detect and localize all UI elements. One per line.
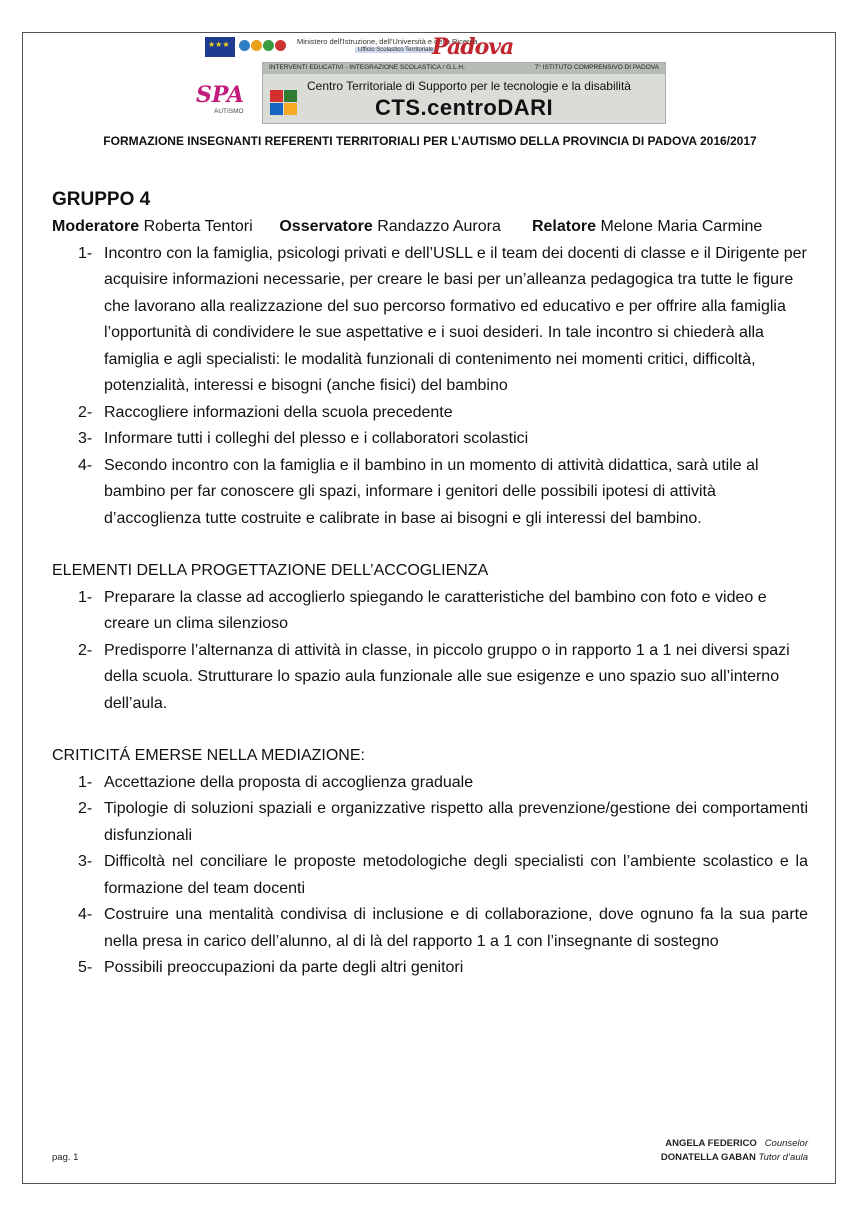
banner-line1: Centro Territoriale di Supporto per le tecnologie e la disabilità <box>307 79 631 93</box>
list-text: Incontro con la famiglia, psicologi privati e dell’USLL e il team dei docenti di classe e il Dirigente per acquisire informazioni necessarie, per creare le basi per un’alleanza pedagogica tra tutte le figure che lavorano alla realizzazione del suo percorso formativo ed educativo e per offrire alla famiglia l’opportunità di condividere le sue aspettative e i suoi desideri. In tale incontro si chiederà alla famiglia e agli specialisti: le modalità funzionali di contenimento nei momenti critici, difficoltà, potenzialità, interessi e bisogni (anche fisici) del bambino <box>104 244 807 394</box>
list-text: Costruire una mentalità condivisa di inclusione e di collaborazione, dove ognuno fa la sua parte nella presa in carico dell’alunno, al di là del rapporto 1 a 1 con l’insegnante di sostegno <box>104 906 808 950</box>
roles-line <box>52 214 808 241</box>
list-item <box>52 400 808 427</box>
eu-flag-icon <box>205 37 235 57</box>
section2-list <box>52 585 808 718</box>
list-item <box>52 955 808 982</box>
list-text: Difficoltà nel conciliare le proposte metodologiche degli specialisti con l’ambiente scolastico e la formazione del team docenti <box>104 853 808 897</box>
moderator-name: Roberta Tentori <box>143 218 253 235</box>
section3-list <box>52 770 808 982</box>
list-text: Possibili preoccupazioni da parte degli altri genitori <box>104 959 464 976</box>
main-content <box>52 186 808 982</box>
page-number: pag. 1 <box>52 1152 79 1163</box>
list-item <box>52 426 808 453</box>
banner-top-right: 7° ISTITUTO COMPRENSIVO DI PADOVA <box>534 64 659 71</box>
list-number: 2- <box>78 800 93 817</box>
spa-logo-sub: AUTISMO <box>214 108 244 115</box>
list-text: Informare tutti i colleghi del plesso e i collaboratori scolastici <box>104 430 529 447</box>
list-text: Predisporre l’alternanza di attività in classe, in piccolo gruppo o in rapporto 1 a 1 nei diversi spazi della scuola. Strutturare lo spazio aula funzionale alle sue esigenze e uno spazio suo all’interno dell’aula. <box>104 641 790 712</box>
list-number: 4- <box>78 906 93 923</box>
list-number: 1- <box>78 588 93 606</box>
list-number: 4- <box>78 456 93 474</box>
cts-banner <box>262 62 666 124</box>
document-title: FORMAZIONE INSEGNANTI REFERENTI TERRITORIALI PER L’AUTISMO DELLA PROVINCIA DI PADOVA 2016/2017 <box>103 134 757 148</box>
person1-name: ANGELA FEDERICO <box>665 1138 757 1149</box>
observer-name: Randazzo Aurora <box>377 218 501 235</box>
section2-heading: ELEMENTI DELLA PROGETTAZIONE DELL’ACCOGLIENZA <box>52 562 489 579</box>
speaker-label: Relatore <box>531 218 596 235</box>
list-text: Tipologie di soluzioni spaziali e organizzative rispetto alla prevenzione/gestione dei comportamenti disfunzionali <box>104 800 808 844</box>
banner-top-left: INTERVENTI EDUCATIVI - INTEGRAZIONE SCOLASTICA / G.L.H. <box>269 64 465 71</box>
person1-role: Counselor <box>764 1138 808 1149</box>
observer-label: Osservatore <box>279 218 373 235</box>
footer-credits <box>661 1137 808 1165</box>
person2-role: Tutor d’aula <box>758 1152 808 1163</box>
list-text: Accettazione della proposta di accoglienza graduale <box>104 773 474 791</box>
list-number: 1- <box>78 244 93 262</box>
moderator-label: Moderatore <box>52 218 140 235</box>
padova-logo: Padova <box>432 34 514 60</box>
list-item <box>52 638 808 718</box>
list-item <box>52 902 808 955</box>
partner-logos-icon <box>239 40 287 54</box>
intro-list <box>52 241 808 533</box>
puzzle-icon <box>269 89 299 117</box>
list-number: 2- <box>78 641 93 659</box>
list-text: Preparare la classe ad accoglierlo spiegando le caratteristiche del bambino con foto e video e creare un clima silenzioso <box>104 588 767 632</box>
speaker-name: Melone Maria Carmine <box>600 218 763 235</box>
list-number: 2- <box>78 403 93 421</box>
person2-name: DONATELLA GABAN <box>660 1152 756 1163</box>
list-number: 5- <box>78 959 93 976</box>
ministry-text: Ministero dell'Istruzione, dell'Università e della Ricerca <box>297 37 478 46</box>
list-number: 1- <box>78 773 93 791</box>
section3-heading: CRITICITÁ EMERSE NELLA MEDIAZIONE: <box>52 747 365 764</box>
list-item <box>52 849 808 902</box>
spa-logo-text: SPA <box>196 82 244 108</box>
list-item <box>52 796 808 849</box>
list-text: Secondo incontro con la famiglia e il bambino in un momento di attività didattica, sarà utile al bambino per far conoscere gli spazi, informare i genitori delle possibili ipotesi di attività d’accoglienza tutte costruite e calibrate in base ai bisogni e gli interessi del bambino. <box>104 456 759 527</box>
banner-line2: CTS.centroDARI <box>375 95 554 120</box>
list-item <box>52 453 808 533</box>
list-item <box>52 770 808 797</box>
spa-autismo-logo <box>196 82 262 122</box>
banner-top-strip <box>263 63 665 74</box>
list-number: 3- <box>78 853 93 870</box>
list-number: 3- <box>78 430 93 447</box>
group-title: GRUPPO 4 <box>52 189 151 210</box>
ministry-sub-text: Ufficio Scolastico Territoriale <box>355 47 436 53</box>
list-text: Raccogliere informazioni della scuola precedente <box>104 403 453 421</box>
list-item <box>52 241 808 400</box>
list-item <box>52 585 808 638</box>
